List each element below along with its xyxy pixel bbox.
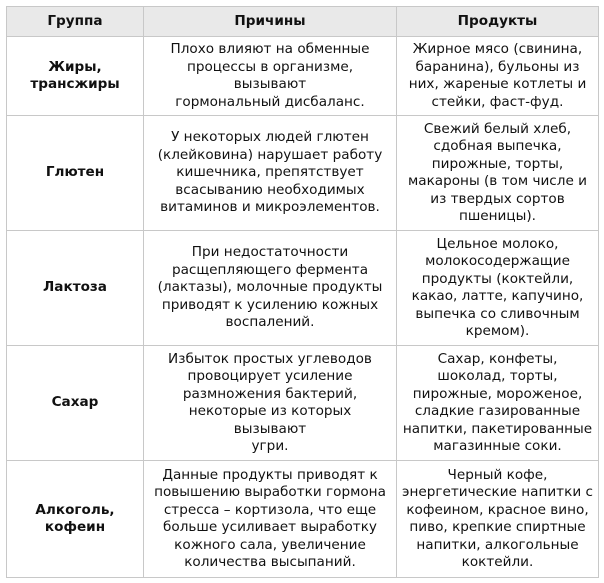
group-cell: Алкоголь, кофеин <box>7 461 144 578</box>
products-cell: Сахар, конфеты, шоколад, торты, пирожные, мороженое, сладкие газированные напитки, пакетированные магазинные соки. <box>397 346 599 461</box>
table-row <box>7 37 599 116</box>
reason-cell: Данные продукты приводят к повышению выработки гормона стресса – кортизола, что еще больше усиливает выработку кожного сала, увеличение количества высыпаний. <box>144 461 397 578</box>
group-cell: Лактоза <box>7 231 144 346</box>
table-row <box>7 461 599 578</box>
reason-cell: Плохо влияют на обменные процессы в организме, вызывают гормональный дисбаланс. <box>144 37 397 116</box>
products-cell: Свежий белый хлеб, сдобная выпечка, пирожные, торты, макароны (в том числе и из твердых сортов пшеницы). <box>397 116 599 231</box>
reason-cell: У некоторых людей глютен (клейковина) нарушает работу кишечника, препятствует всасыванию необходимых витаминов и микроэлементов. <box>144 116 397 231</box>
header-row <box>7 7 599 37</box>
header-reasons: Причины <box>144 7 397 37</box>
table-row <box>7 116 599 231</box>
food-acne-table <box>6 6 599 578</box>
products-cell: Жирное мясо (свинина, баранина), бульоны из них, жареные котлеты и стейки, фаст-фуд. <box>397 37 599 116</box>
table-row <box>7 346 599 461</box>
header-products: Продукты <box>397 7 599 37</box>
reason-cell: При недостаточности расщепляющего фермента (лактазы), молочные продукты приводят к усилению кожных воспалений. <box>144 231 397 346</box>
products-cell: Цельное молоко, молокосодержащие продукты (коктейли, какао, латте, капучино, выпечка со сливочным кремом). <box>397 231 599 346</box>
products-cell: Черный кофе, энергетические напитки с кофеином, красное вино, пиво, крепкие спиртные напитки, алкогольные коктейли. <box>397 461 599 578</box>
group-cell: Сахар <box>7 346 144 461</box>
group-cell: Жиры, трансжиры <box>7 37 144 116</box>
group-cell: Глютен <box>7 116 144 231</box>
table-row <box>7 231 599 346</box>
reason-cell: Избыток простых углеводов провоцирует усиление размножения бактерий, некоторые из которых вызывают угри. <box>144 346 397 461</box>
header-group: Группа <box>7 7 144 37</box>
